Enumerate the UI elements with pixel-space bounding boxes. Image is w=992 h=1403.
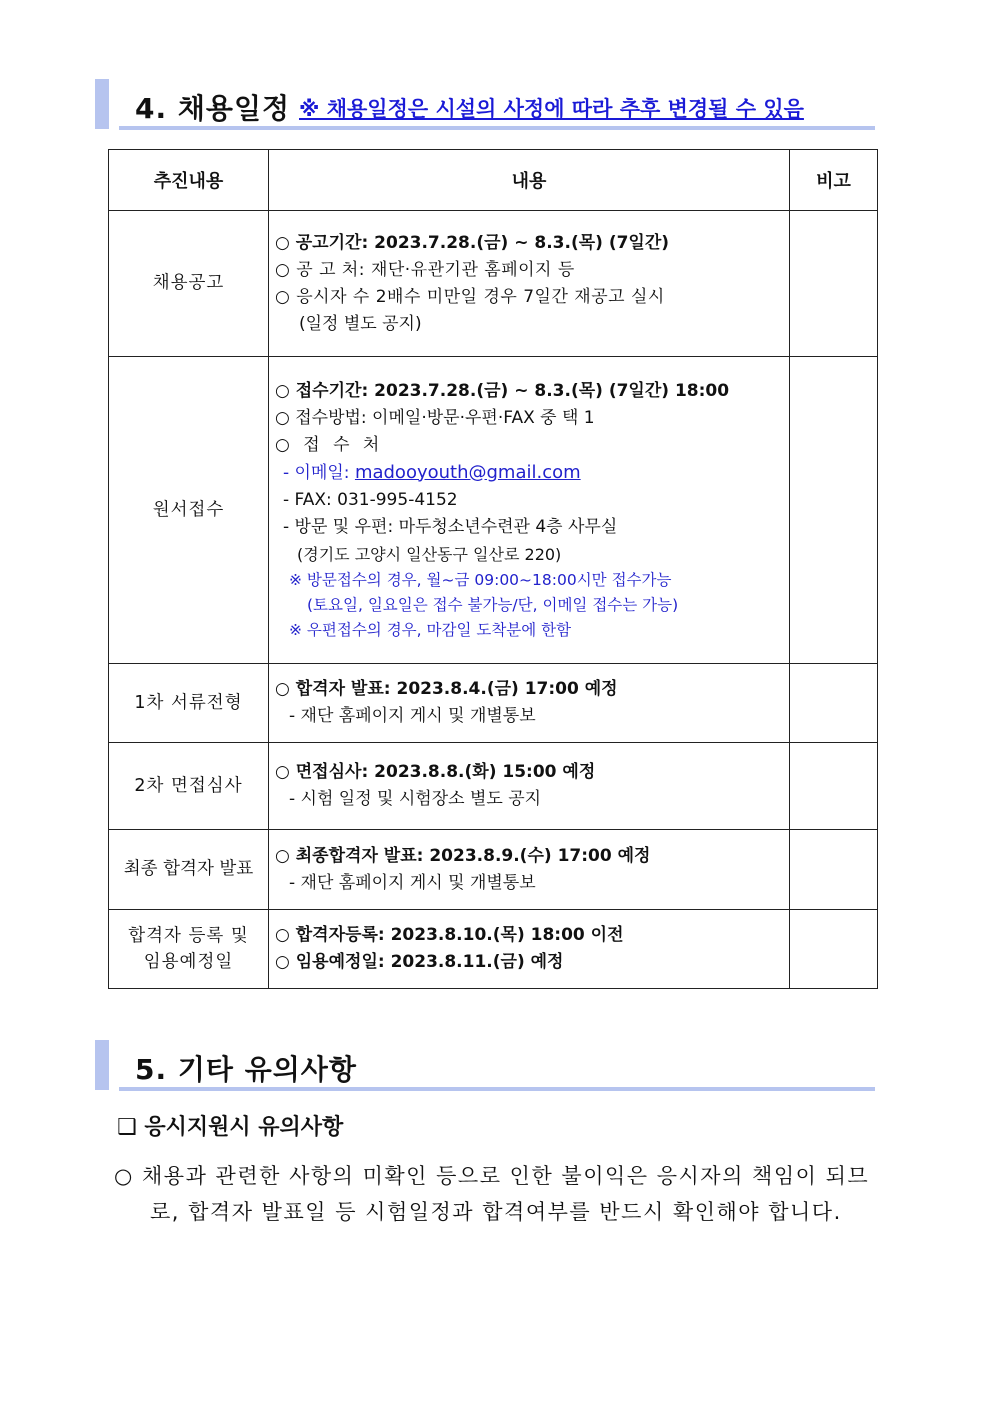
table-row bbox=[109, 664, 878, 743]
content-line: ○ 합격자 발표: 2023.8.4.(금) 17:00 예정 bbox=[275, 679, 618, 699]
schedule-change-note: ※ 채용일정은 시설의 사정에 따라 추후 변경될 수 있음 bbox=[299, 97, 804, 121]
content-line bbox=[275, 459, 789, 487]
header-remark: 비고 bbox=[790, 150, 878, 211]
table-row bbox=[109, 743, 878, 830]
content-line: (경기도 고양시 일산동구 일산로 220) bbox=[297, 544, 562, 564]
table-row bbox=[109, 910, 878, 989]
content-line: ○ 면접심사: 2023.8.8.(화) 15:00 예정 bbox=[275, 762, 596, 782]
email-label: - 이메일: bbox=[283, 462, 355, 483]
content-line: ○ 최종합격자 발표: 2023.8.9.(수) 17:00 예정 bbox=[275, 845, 651, 866]
content-line: (일정 별도 공지) bbox=[299, 313, 422, 334]
content-line: (토요일, 일요일은 접수 불가능/단, 이메일 접수는 가능) bbox=[307, 595, 679, 614]
remark-cell bbox=[790, 664, 878, 743]
paragraph-line: ○ 채용과 관련한 사항의 미확인 등으로 인한 불이익은 응시자의 책임이 되므 bbox=[114, 1164, 870, 1188]
content-line: ※ 우편접수의 경우, 마감일 도착분에 한함 bbox=[289, 620, 572, 639]
stage-cell: 원서접수 bbox=[109, 357, 269, 664]
table-row bbox=[109, 211, 878, 357]
content-line: - 방문 및 우편: 마두청소년수련관 4층 사무실 bbox=[283, 516, 618, 537]
content-cell bbox=[269, 664, 790, 743]
remark-cell bbox=[790, 743, 878, 830]
content-cell bbox=[269, 357, 790, 664]
remark-cell bbox=[790, 357, 878, 664]
heading-underline bbox=[119, 126, 875, 130]
stage-cell: 2차 면접심사 bbox=[109, 743, 269, 830]
content-line: ○ 임용예정일: 2023.8.11.(금) 예정 bbox=[275, 952, 564, 972]
content-line: ○ 응시자 수 2배수 미만일 경우 7일간 재공고 실시 bbox=[275, 286, 665, 307]
content-line: ○ 접수기간: 2023.7.28.(금) ~ 8.3.(목) (7일간) 18:00 bbox=[275, 380, 730, 401]
content-line: - 시험 일정 및 시험장소 별도 공지 bbox=[289, 789, 542, 809]
remark-cell bbox=[790, 211, 878, 357]
content-line: - FAX: 031-995-4152 bbox=[283, 489, 458, 510]
table-row bbox=[109, 357, 878, 664]
content-line: ○ 접 수 처 bbox=[275, 434, 384, 455]
content-line: ○ 합격자등록: 2023.8.10.(목) 18:00 이전 bbox=[275, 925, 624, 945]
heading-accent-bar bbox=[95, 79, 109, 129]
stage-cell: 최종 합격자 발표 bbox=[109, 830, 269, 910]
content-cell bbox=[269, 211, 790, 357]
stage-cell: 1차 서류전형 bbox=[109, 664, 269, 743]
content-line: ○ 공고기간: 2023.7.28.(금) ~ 8.3.(목) (7일간) bbox=[275, 232, 670, 253]
remark-cell bbox=[790, 910, 878, 989]
heading-underline bbox=[119, 1087, 875, 1091]
schedule-table bbox=[108, 149, 878, 989]
content-line: ○ 접수방법: 이메일·방문·우편·FAX 중 택 1 bbox=[275, 407, 595, 428]
section-title: 4. 채용일정 bbox=[135, 92, 291, 125]
header-content: 내용 bbox=[269, 150, 790, 211]
content-line: - 재단 홈페이지 게시 및 개별통보 bbox=[289, 706, 536, 726]
paragraph-line: 로, 합격자 발표일 등 시험일정과 합격여부를 반드시 확인해야 합니다. bbox=[150, 1200, 842, 1224]
content-line: ※ 방문접수의 경우, 월~금 09:00~18:00시만 접수가능 bbox=[289, 570, 672, 589]
table-header-row bbox=[109, 150, 878, 211]
notice-paragraph bbox=[114, 1158, 894, 1230]
stage-cell: 채용공고 bbox=[109, 211, 269, 357]
email-link[interactable]: madooyouth@gmail.com bbox=[354, 461, 581, 483]
header-stage: 추진내용 bbox=[109, 150, 269, 211]
notice-subheading: ❑ 응시지원시 유의사항 bbox=[117, 1115, 344, 1140]
content-cell bbox=[269, 743, 790, 830]
content-cell bbox=[269, 910, 790, 989]
content-cell bbox=[269, 830, 790, 910]
content-line: ○ 공 고 처: 재단·유관기관 홈페이지 등 bbox=[275, 259, 575, 280]
table-row bbox=[109, 830, 878, 910]
section-title: 5. 기타 유의사항 bbox=[135, 1053, 357, 1086]
heading-accent-bar bbox=[95, 1040, 109, 1090]
remark-cell bbox=[790, 830, 878, 910]
content-line: - 재단 홈페이지 게시 및 개별통보 bbox=[289, 872, 536, 893]
stage-cell: 합격자 등록 및 임용예정일 bbox=[109, 910, 269, 989]
